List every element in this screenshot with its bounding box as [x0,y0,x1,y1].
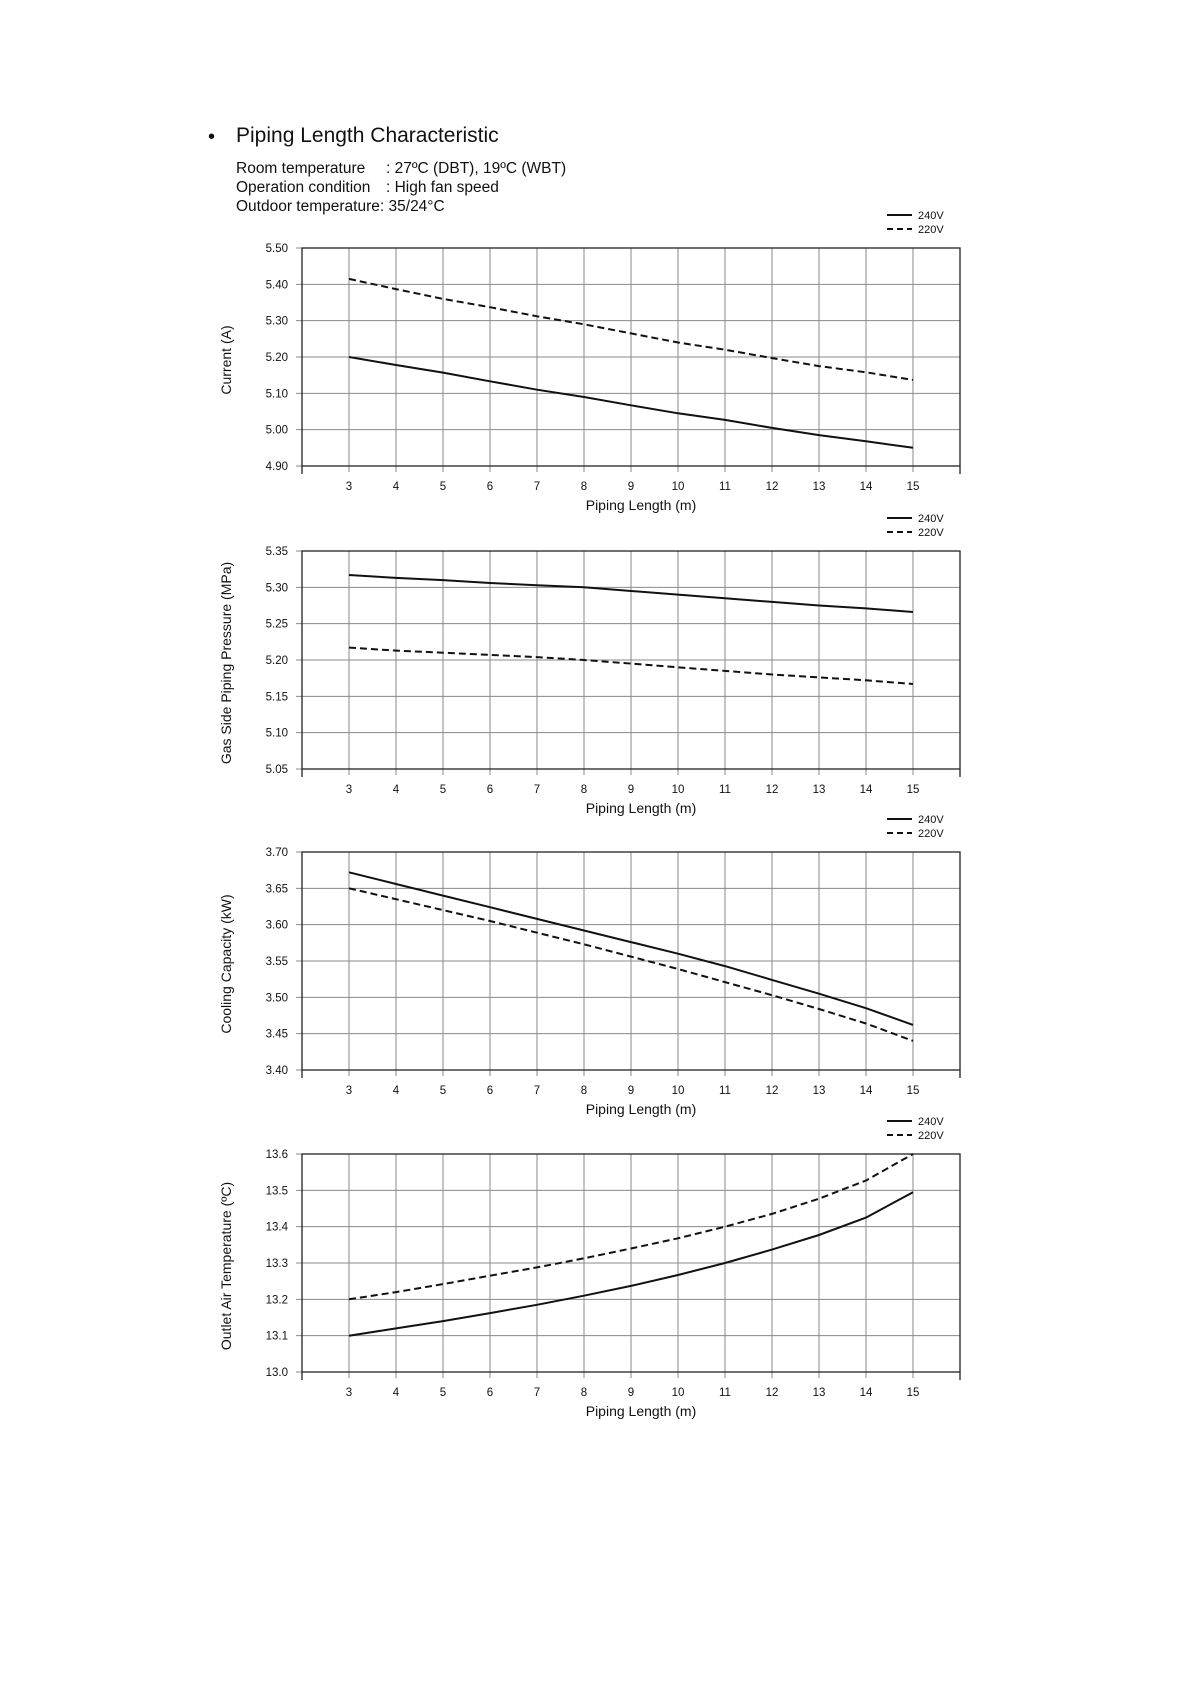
x-tick-label: 12 [765,481,779,493]
page-title: Piping Length Characteristic [236,124,499,147]
y-tick-label: 5.20 [265,352,288,364]
y-tick-label: 5.50 [265,243,288,255]
condition-label: Operation condition [236,179,371,196]
x-tick-label: 3 [345,1085,353,1097]
x-tick-label: 13 [812,784,826,796]
x-tick-label: 11 [719,784,731,796]
x-tick-label: 7 [533,481,541,493]
x-axis-label: Piping Length (m) [585,1101,697,1117]
y-axis-label: Outlet Air Temperature (ºC) [218,1181,234,1351]
y-tick-label: 5.20 [265,655,288,667]
x-tick-label: 5 [439,1387,447,1399]
y-axis-label: Current (A) [218,325,234,395]
x-tick-label: 4 [392,481,400,493]
legend-label-240V: 240V [918,1116,944,1128]
legend-label-220V: 220V [918,527,944,539]
y-tick-label: 3.45 [265,1028,288,1041]
x-tick-label: 4 [392,1085,400,1097]
y-tick-label: 13.1 [265,1330,288,1343]
y-tick-label: 5.25 [265,618,288,631]
y-tick-label: 3.70 [265,847,288,859]
x-tick-label: 6 [486,481,494,493]
y-tick-label: 5.30 [265,315,288,328]
x-tick-label: 8 [580,784,588,796]
x-tick-label: 10 [671,481,685,493]
condition-value: : High fan speed [386,179,499,196]
y-tick-label: 5.00 [265,424,288,437]
x-tick-label: 14 [859,481,873,493]
x-tick-label: 12 [765,1387,779,1399]
x-tick-label: 10 [671,1387,685,1399]
x-tick-label: 11 [719,1085,731,1097]
y-tick-label: 3.60 [265,919,288,932]
condition-value: 35/24°C [388,198,445,215]
x-tick-label: 14 [859,1387,873,1399]
y-tick-label: 13.4 [265,1221,288,1234]
condition-value: : 27ºC (DBT), 19ºC (WBT) [386,160,567,177]
x-tick-label: 13 [812,1085,826,1097]
y-tick-label: 5.30 [265,582,288,595]
y-tick-label: 5.40 [265,279,288,292]
y-axis-label: Gas Side Piping Pressure (MPa) [218,561,234,765]
legend-label-220V: 220V [918,1130,944,1142]
y-axis-label: Cooling Capacity (kW) [218,894,234,1034]
x-tick-label: 8 [580,1387,588,1399]
y-tick-label: 5.35 [265,546,288,558]
chart-2 [218,513,960,816]
x-tick-label: 6 [486,784,494,796]
x-tick-label: 10 [671,1085,685,1097]
x-tick-label: 9 [627,1085,635,1097]
chart-4 [218,1116,960,1419]
x-tick-label: 3 [345,481,353,493]
x-tick-label: 9 [627,481,635,493]
y-tick-label: 5.15 [265,691,288,704]
y-tick-label: 13.6 [265,1149,288,1161]
x-tick-label: 9 [627,784,635,796]
x-axis-label: Piping Length (m) [585,800,697,816]
y-tick-label: 13.3 [265,1258,288,1270]
y-tick-label: 3.65 [265,883,288,896]
x-tick-label: 12 [765,1085,779,1097]
x-tick-label: 3 [345,784,353,796]
y-tick-label: 3.55 [265,956,288,968]
y-tick-label: 5.10 [265,388,288,401]
x-tick-label: 9 [627,1387,635,1399]
x-tick-label: 12 [765,784,779,796]
x-tick-label: 15 [906,481,920,493]
x-tick-label: 7 [533,1085,541,1097]
y-tick-label: 13.2 [265,1294,288,1307]
x-tick-label: 6 [486,1387,494,1399]
y-tick-label: 13.5 [265,1185,288,1198]
condition-label: Outdoor temperature: [236,198,385,215]
y-tick-label: 3.50 [265,992,288,1005]
legend-label-220V: 220V [918,828,944,840]
x-tick-label: 7 [533,784,541,796]
chart-3 [218,814,960,1117]
x-tick-label: 15 [906,1085,920,1097]
x-tick-label: 3 [345,1387,353,1399]
y-tick-label: 3.40 [265,1065,288,1077]
legend-label-240V: 240V [918,210,944,222]
y-tick-label: 5.05 [265,764,288,776]
x-axis-label: Piping Length (m) [585,497,697,513]
x-tick-label: 4 [392,784,400,796]
x-tick-label: 5 [439,1085,447,1097]
x-tick-label: 13 [812,1387,826,1399]
x-tick-label: 5 [439,784,447,796]
y-tick-label: 4.90 [265,461,288,473]
x-tick-label: 4 [392,1387,400,1399]
x-tick-label: 11 [719,1387,731,1399]
x-tick-label: 11 [719,481,731,493]
y-tick-label: 13.0 [265,1367,288,1379]
x-tick-label: 10 [671,784,685,796]
x-tick-label: 15 [906,784,920,796]
x-tick-label: 15 [906,1387,920,1399]
x-tick-label: 13 [812,481,826,493]
chart-1 [218,210,960,513]
x-tick-label: 14 [859,784,873,796]
legend-label-220V: 220V [918,224,944,236]
x-tick-label: 6 [486,1085,494,1097]
legend-label-240V: 240V [918,513,944,525]
x-axis-label: Piping Length (m) [585,1403,697,1419]
x-tick-label: 8 [580,1085,588,1097]
x-tick-label: 7 [533,1387,541,1399]
x-tick-label: 14 [859,1085,873,1097]
condition-label: Room temperature [236,160,366,177]
y-tick-label: 5.10 [265,727,288,740]
x-tick-label: 8 [580,481,588,493]
legend-label-240V: 240V [918,814,944,826]
bullet-icon: • [208,126,216,148]
x-tick-label: 5 [439,481,447,493]
